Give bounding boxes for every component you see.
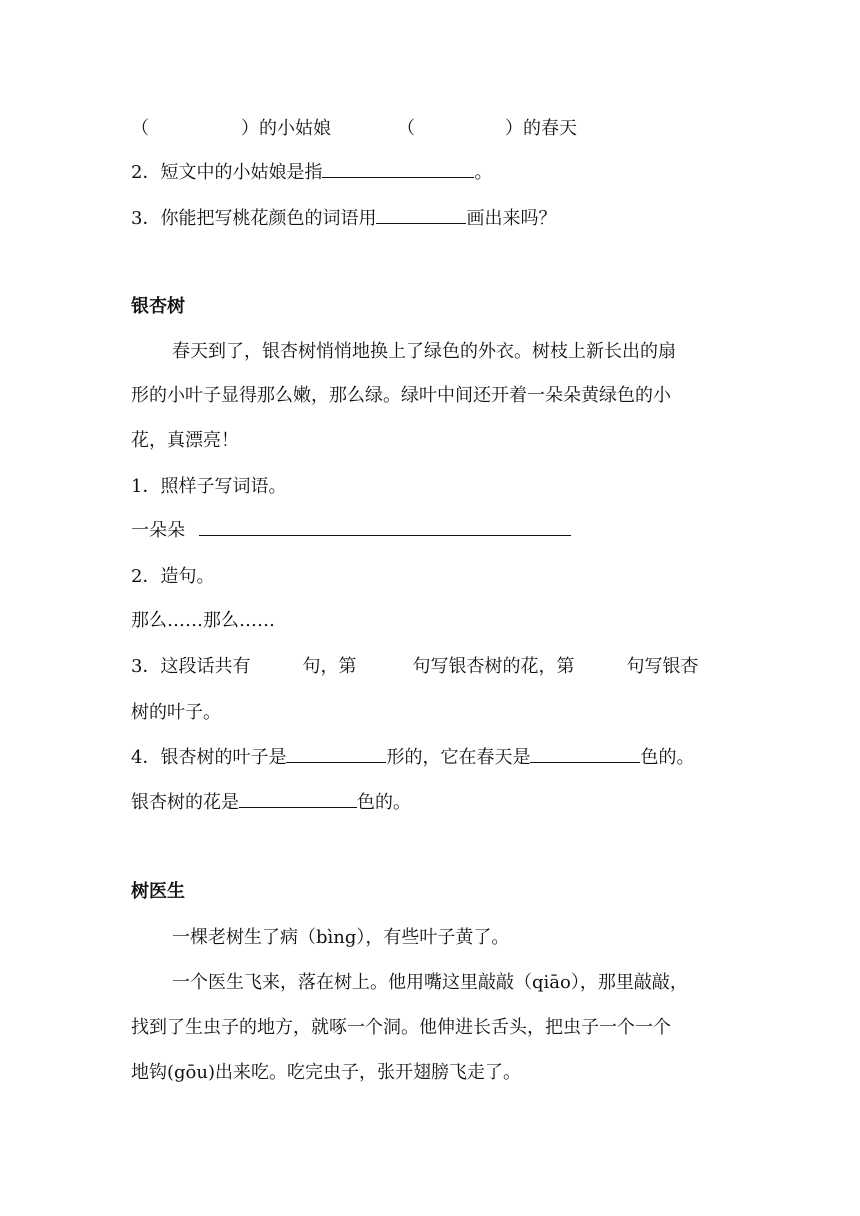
question-1: 1．照样子写词语。 xyxy=(131,476,287,497)
question-3 xyxy=(131,655,698,679)
question-3 xyxy=(131,207,556,231)
question-3-text: 3．你能把写桃花颜色的词语用 xyxy=(131,208,377,229)
answer-blank[interactable] xyxy=(199,519,571,536)
question-4-text: 形的，它在春天是 xyxy=(386,747,531,768)
answer-blank[interactable] xyxy=(530,746,640,763)
word-example-line xyxy=(131,519,571,543)
paragraph-line: 地钩(gōu)出来吃。吃完虫子，张开翅膀飞走了。 xyxy=(131,1062,521,1083)
paragraph-line: 一棵老树生了病（bìng），有些叶子黄了。 xyxy=(172,927,510,948)
question-4-text: 色的。 xyxy=(357,792,411,813)
question-2: 2．造句。 xyxy=(131,566,215,587)
question-2 xyxy=(131,161,492,185)
answer-blank[interactable] xyxy=(239,791,357,808)
section-title: 银杏树 xyxy=(131,296,185,317)
close-paren-b: ）的春天 xyxy=(505,118,577,139)
paragraph-line: 一个医生飞来，落在树上。他用嘴这里敲敲（qiāo），那里敲敲， xyxy=(172,972,688,993)
question-3-continued: 树的叶子。 xyxy=(131,702,221,723)
answer-blank[interactable] xyxy=(286,746,386,763)
underline-sample xyxy=(376,207,466,224)
question-1-line xyxy=(131,117,577,141)
sentence-pattern: 那么……那么…… xyxy=(131,610,275,631)
open-paren-b: （ xyxy=(397,118,415,139)
question-3-text: 句写银杏 xyxy=(626,656,699,677)
question-4-continued xyxy=(131,791,411,815)
question-3-text: 句，第 xyxy=(302,656,357,677)
question-4-text: 银杏树的花是 xyxy=(131,792,239,813)
answer-blank[interactable] xyxy=(322,161,474,178)
section-title: 树医生 xyxy=(131,881,185,902)
word-example: 一朵朵 xyxy=(131,520,185,541)
question-3-end: 画出来吗？ xyxy=(466,208,557,229)
paragraph-line: 找到了生虫子的地方，就啄一个洞。他伸进长舌头，把虫子一个一个 xyxy=(131,1017,671,1038)
question-4-text: 4．银杏树的叶子是 xyxy=(131,747,287,768)
question-4-text: 色的。 xyxy=(640,747,695,768)
question-3-text: 句写银杏树的花，第 xyxy=(412,656,575,677)
question-3-text: 3．这段话共有 xyxy=(131,656,251,677)
question-4 xyxy=(131,746,694,770)
open-paren-a: （ xyxy=(131,118,149,139)
paragraph-line: 形的小叶子显得那么嫩，那么绿。绿叶中间还开着一朵朵黄绿色的小 xyxy=(131,385,671,406)
close-paren-a: ）的小姑娘 xyxy=(241,118,331,139)
paragraph-line: 花，真漂亮！ xyxy=(131,430,239,451)
paragraph-line: 春天到了，银杏树悄悄地换上了绿色的外衣。树枝上新长出的扇 xyxy=(172,341,676,362)
question-2-text: 2．短文中的小姑娘是指 xyxy=(131,162,323,183)
question-2-end: 。 xyxy=(474,162,493,183)
